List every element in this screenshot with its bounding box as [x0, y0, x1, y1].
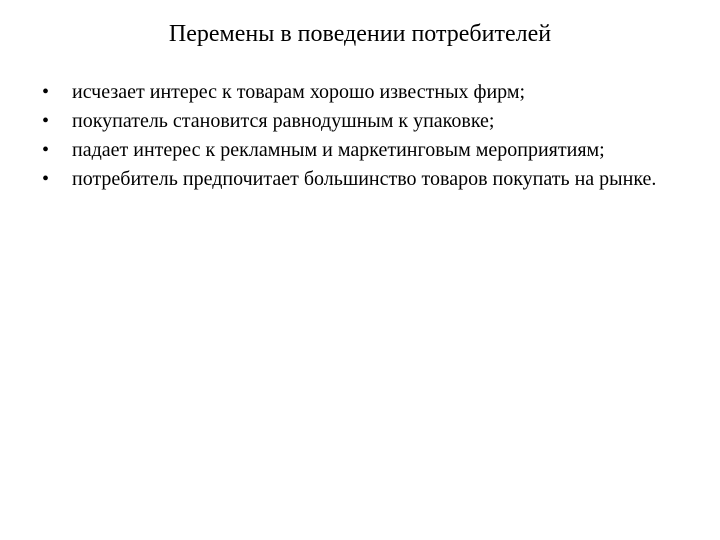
slide-title: Перемены в поведении потребителей — [168, 21, 552, 47]
list-item-text: покупатель становится равнодушным к упаковке; — [72, 110, 495, 132]
list-item-text: исчезает интерес к товарам хорошо известных фирм; — [72, 81, 526, 103]
bullet-list — [40, 80, 690, 196]
bullet-icon: • — [42, 139, 50, 161]
bullet-icon: • — [42, 81, 50, 103]
list-item — [40, 167, 690, 191]
bullet-icon: • — [42, 110, 50, 132]
list-item-text: потребитель предпочитает большинство товаров покупать на рынке. — [72, 168, 657, 190]
bullet-icon: • — [42, 168, 50, 190]
list-item — [40, 138, 690, 162]
list-item — [40, 80, 690, 104]
list-item-text: падает интерес к рекламным и маркетинговым мероприятиям; — [72, 139, 605, 161]
list-item — [40, 109, 690, 133]
